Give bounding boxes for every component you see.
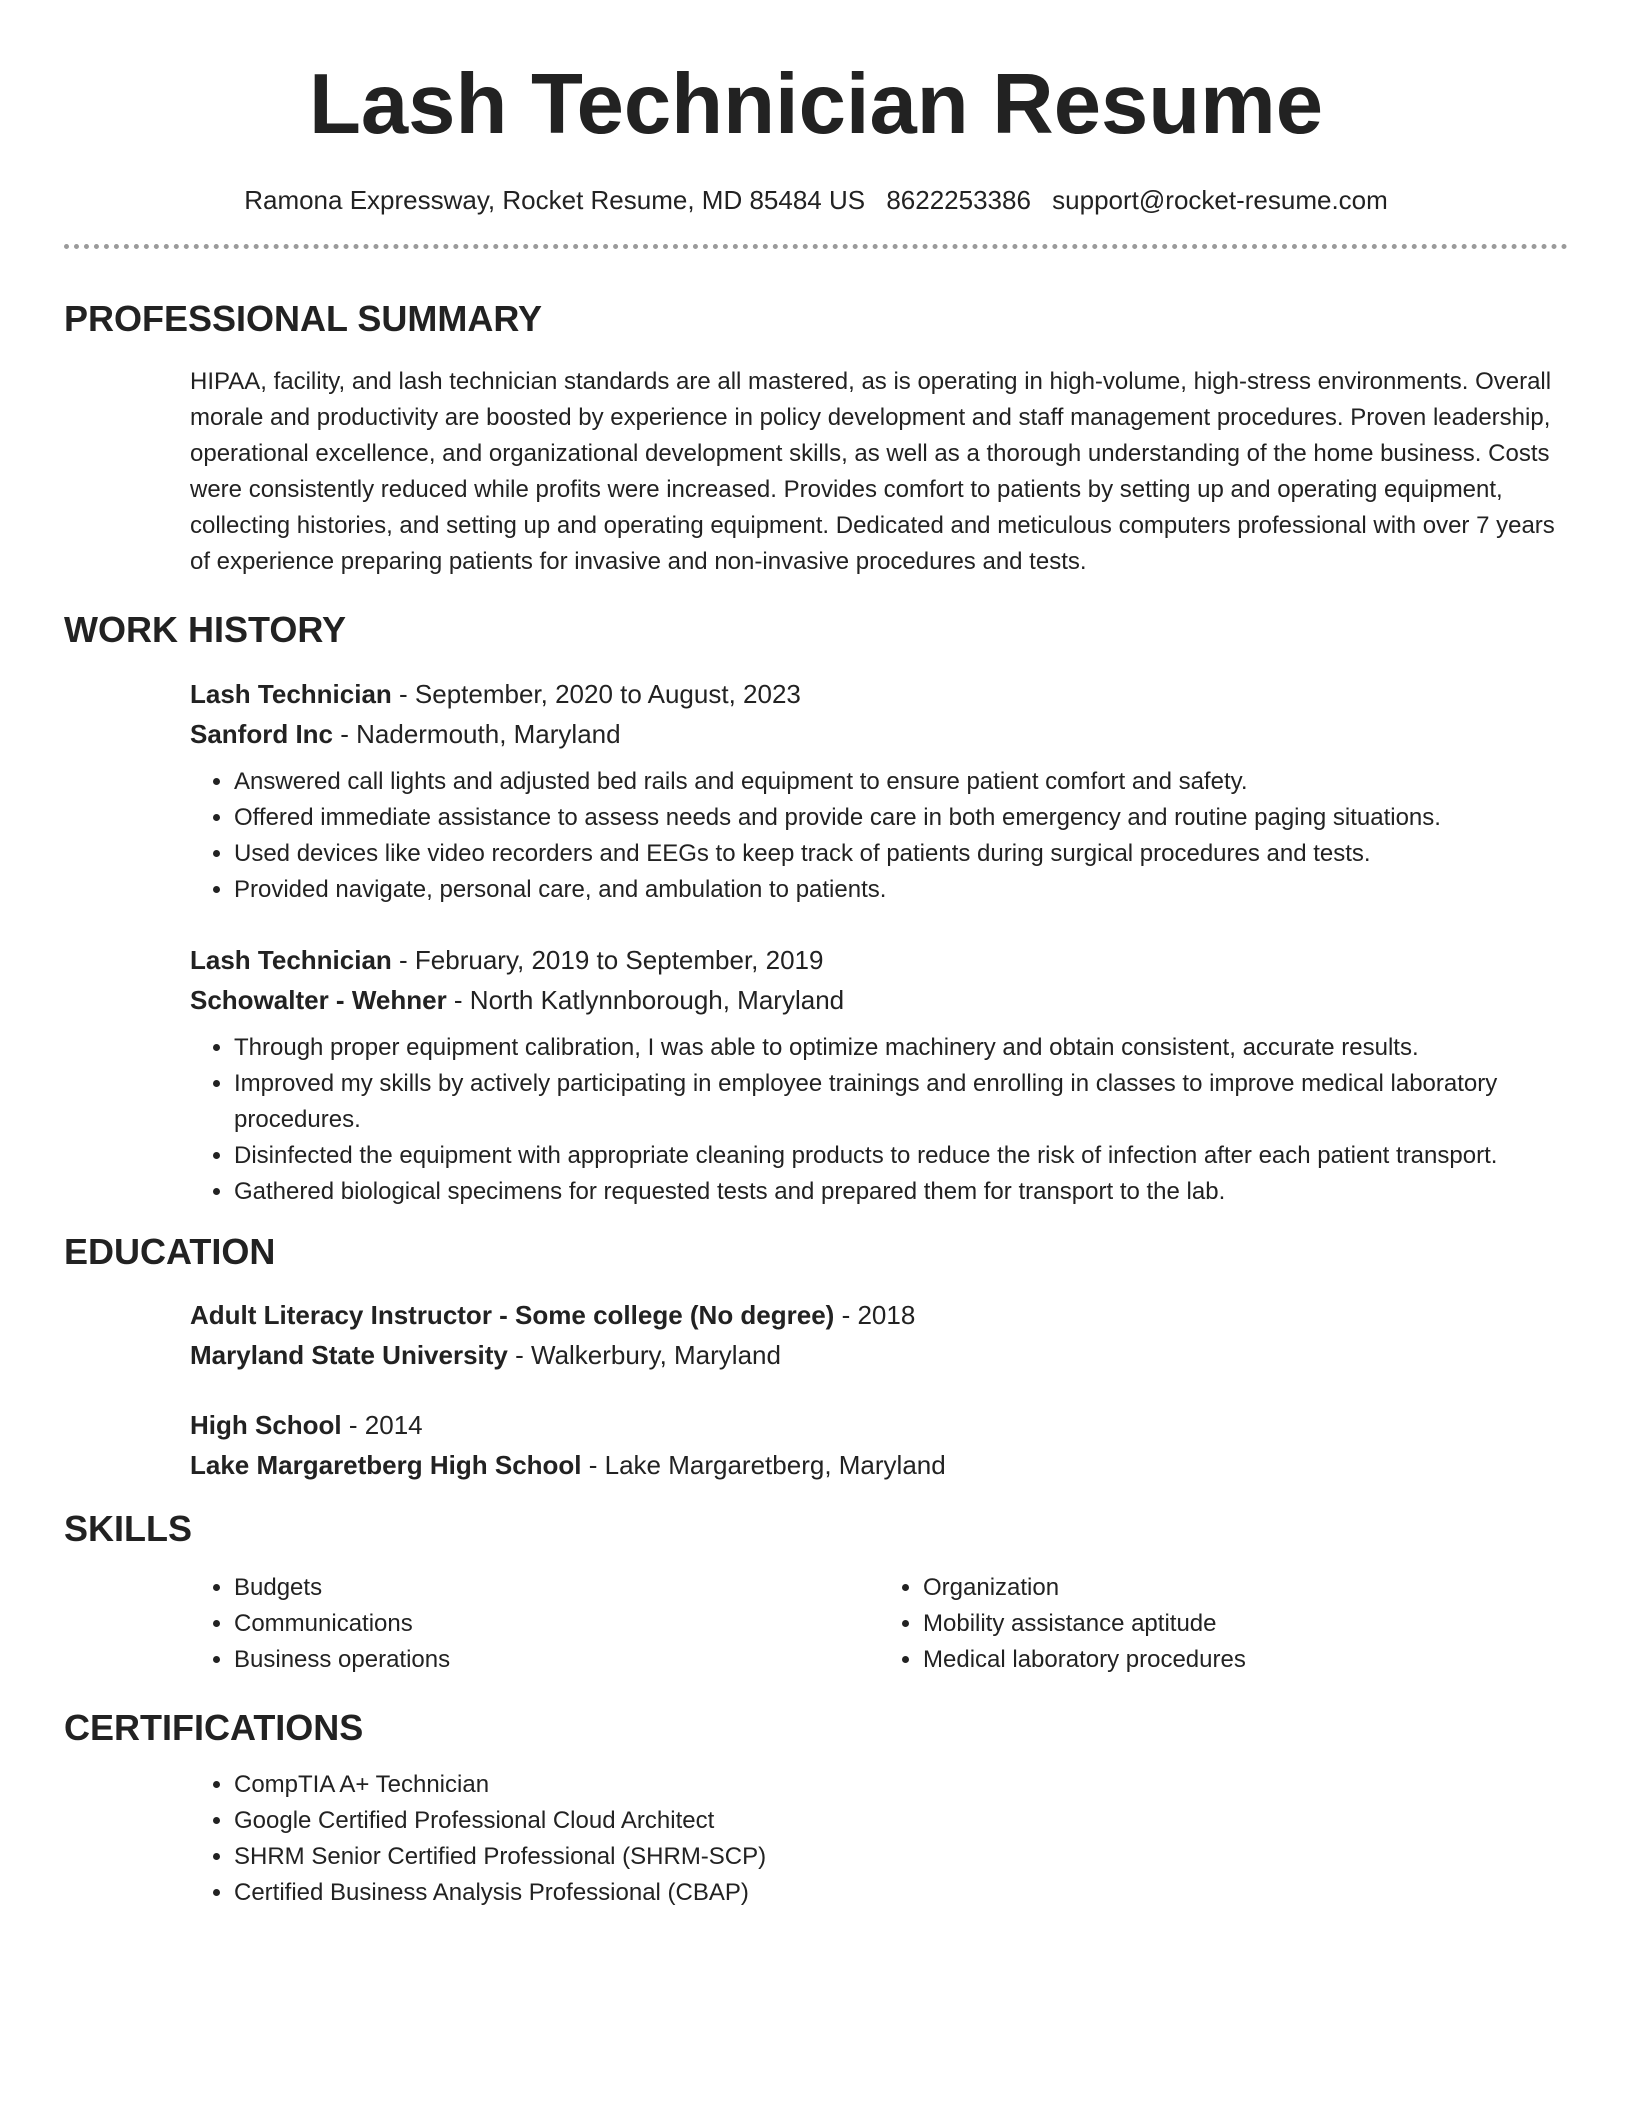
education-degree-line <box>190 1295 1568 1335</box>
list-item: • Answered call lights and adjusted bed rails and equipment to ensure patient comfort and safety. <box>234 764 1568 800</box>
job-company-line <box>190 980 1568 1020</box>
list-item: • Used devices like video recorders and EEGs to keep track of patients during surgical procedures and tests. <box>234 836 1568 872</box>
job-entry <box>190 674 1568 908</box>
skills-list-right <box>879 1570 1568 1678</box>
skills-grid <box>190 1570 1568 1678</box>
header-divider <box>64 244 1568 249</box>
job-company: Schowalter - Wehner <box>190 984 447 1015</box>
education-school: Lake Margaretberg High School <box>190 1449 582 1480</box>
certifications-block <box>190 1767 1568 1911</box>
job-title: Lash Technician <box>190 944 392 975</box>
list-item: • SHRM Senior Certified Professional (SHRM-SCP) <box>234 1839 1568 1875</box>
education-school-line <box>190 1445 1568 1485</box>
contact-line <box>64 185 1568 216</box>
job-dates: - February, 2019 to September, 2019 <box>391 944 824 975</box>
education-year: - 2018 <box>834 1299 916 1330</box>
list-item: • Mobility assistance aptitude <box>923 1606 1568 1642</box>
work-history-heading: WORK HISTORY <box>64 609 347 651</box>
education-location: - Lake Margaretberg, Maryland <box>581 1449 946 1480</box>
education-school-line <box>190 1335 1568 1375</box>
list-item: • Communications <box>234 1606 879 1642</box>
education-degree: High School <box>190 1409 342 1440</box>
education-entry <box>190 1295 1568 1375</box>
job-company: Sanford Inc <box>190 718 334 749</box>
list-item: • Medical laboratory procedures <box>923 1642 1568 1678</box>
list-item: • Gathered biological specimens for requested tests and prepared them for transport to the lab. <box>234 1174 1568 1210</box>
education-year: - 2014 <box>341 1409 423 1440</box>
education-degree: Adult Literacy Instructor - Some college (No degree) <box>190 1299 835 1330</box>
certifications-list <box>190 1767 1568 1911</box>
job-location: - North Katlynnborough, Maryland <box>446 984 845 1015</box>
job-dates: - September, 2020 to August, 2023 <box>391 678 801 709</box>
job-title: Lash Technician <box>190 678 392 709</box>
job-duties-list <box>190 1030 1568 1210</box>
job-duties-list <box>190 764 1568 908</box>
education-degree-line <box>190 1405 1568 1445</box>
certifications-heading: CERTIFICATIONS <box>64 1706 364 1748</box>
list-item: • Certified Business Analysis Professional (CBAP) <box>234 1875 1568 1911</box>
list-item: • Provided navigate, personal care, and ambulation to patients. <box>234 872 1568 908</box>
list-item: • Organization <box>923 1570 1568 1606</box>
resume-title: Lash Technician Resume <box>308 57 1324 152</box>
job-location: - Nadermouth, Maryland <box>333 718 621 749</box>
list-item: • Google Certified Professional Cloud Architect <box>234 1803 1568 1839</box>
contact-email: support@rocket-resume.com <box>1052 185 1388 215</box>
job-entry <box>190 940 1568 1210</box>
list-item: • Offered immediate assistance to assess needs and provide care in both emergency and routine paging situations. <box>234 800 1568 836</box>
contact-phone: 8622253386 <box>886 185 1031 215</box>
education-entry <box>190 1405 1568 1485</box>
list-item: • Business operations <box>234 1642 879 1678</box>
skills-heading: SKILLS <box>64 1507 193 1549</box>
summary-heading: PROFESSIONAL SUMMARY <box>64 298 543 340</box>
education-school: Maryland State University <box>190 1339 508 1370</box>
list-item: • Through proper equipment calibration, I was able to optimize machinery and obtain consistent, accurate results. <box>234 1030 1568 1066</box>
job-company-line <box>190 714 1568 754</box>
skills-list-left <box>190 1570 879 1678</box>
list-item: • Improved my skills by actively participating in employee trainings and enrolling in classes to improve medical laboratory procedures. <box>234 1066 1568 1138</box>
education-heading: EDUCATION <box>64 1230 276 1272</box>
education-location: - Walkerbury, Maryland <box>507 1339 781 1370</box>
list-item: • Budgets <box>234 1570 879 1606</box>
summary-text: HIPAA, facility, and lash technician standards are all mastered, as is operating in high-volume, high-stress environments. Overall morale and productivity are boosted by experience in policy development and staff management procedures. Proven leadership, operational excellence, and organizational development skills, as well as a thorough understanding of the home business. Costs were consistently reduced while profits were increased. Provides comfort to patients by setting up and operating equipment, collecting histories, and setting up and operating equipment. Dedicated and meticulous computers professional with over 7 years of experience preparing patients for invasive and non-invasive procedures and tests. <box>190 368 1555 576</box>
contact-address: Ramona Expressway, Rocket Resume, MD 85484 US <box>244 185 866 215</box>
list-item: • Disinfected the equipment with appropriate cleaning products to reduce the risk of infection after each patient transport. <box>234 1138 1568 1174</box>
job-title-line <box>190 940 1568 980</box>
job-title-line <box>190 674 1568 714</box>
list-item: • CompTIA A+ Technician <box>234 1767 1568 1803</box>
